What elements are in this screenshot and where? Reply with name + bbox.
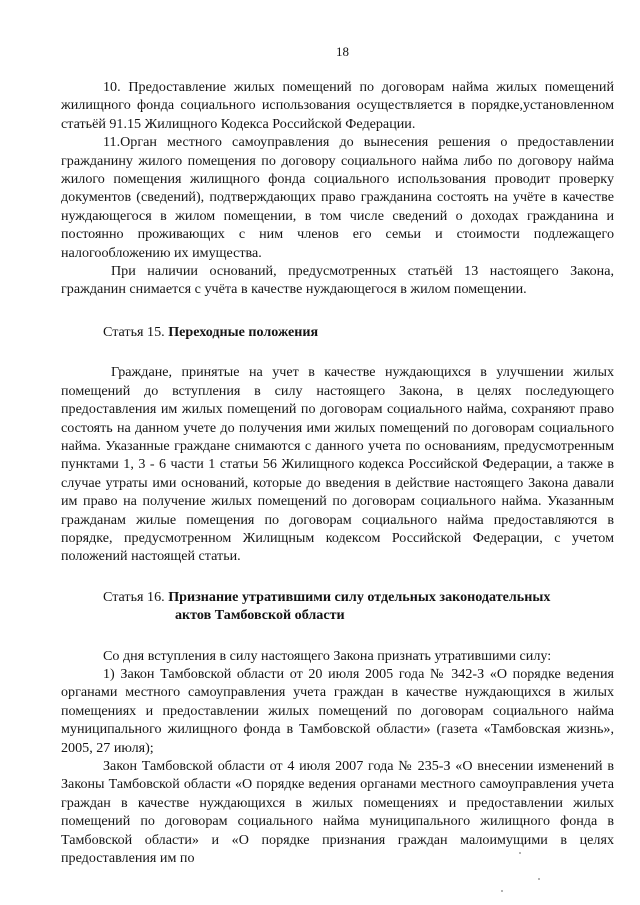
article-15-title: Переходные положения [168,323,319,340]
article-16-title-line1: Признание утратившими силу отдельных законодательных [168,588,551,605]
paragraph-11: 11.Орган местного самоуправления до вынесения решения о предоставлении гражданину жилого помещения по договору социального найма либо по договору найма жилого помещения жилищного фонда социального использования проводит проверку документов (сведений), подтверждающих право гражданина состоять на учёте в качестве нуждающегося в жилом помещении, в том числе сведений о доходах гражданина и постоянно проживающих с ним членов его семьи и стоимости подлежащего налогообложению их имущества. [61,134,614,261]
paragraph-10: 10. Предоставление жилых помещений по договорам найма жилых помещений жилищного фонда социального использования осуществляется в порядке,установленном статьёй 91.15 Жилищного Кодекса Российской Федерации. [61,79,614,132]
article-15-text: Граждане, принятые на учет в качестве нуждающихся в улучшении жилых помещений до вступления в силу настоящего Закона, в целях последующего предоставления им жилых помещений по договорам социального найма, сохраняют право состоять на данном учете до получения ими жилых помещений по договорам социального найма. Указанные граждане снимаются с данного учета по основаниям, предусмотренным пунктами 1, 3 - 6 части 1 статьи 56 Жилищного кодекса Российской Федерации, а также в случае утраты ими оснований, которые до введения в действие настоящего Закона давали им право на получение жилых помещений по договорам социального найма. Указанным гражданам жилые помещения по договорам социального найма предоставляются в порядке, предусмотренном Жилищным кодексом Российской Федерации, с учетом положений настоящей статьи. [61,364,614,565]
scan-speck [501,890,503,892]
article-16-title-line2: актов Тамбовской области [175,607,345,624]
article-15-label: Статья 15. [103,323,165,340]
paragraph-removal: При наличии оснований, предусмотренных статьёй 13 настоящего Закона, гражданин снимается с учёта в качестве нуждающегося в жилом помещении. [61,263,614,298]
scan-speck [538,878,540,880]
article-16-intro: Со дня вступления в силу настоящего Закона признать утратившими силу: [103,647,552,664]
article-16-heading [61,588,614,625]
article-16-item-1: 1) Закон Тамбовской области от 20 июля 2005 года № 342-З «О порядке ведения органами местного самоуправления учета граждан в качестве нуждающихся в жилых помещениях и предоставлении жилых помещений по договорам социального найма муниципального жилищного фонда в Тамбовской области» (газета «Тамбовская жизнь», 2005, 27 июля); [61,665,614,756]
article-15-heading [61,323,614,341]
page-number: 18 [336,44,349,59]
article-16-label: Статья 16. [103,588,165,605]
article-16-item-2: Закон Тамбовской области от 4 июля 2007 года № 235-З «О внесении изменений в Законы Тамбовской области «О порядке ведения органами местного самоуправления учета граждан в качестве нуждающихся в жилых помещениях и предоставлении жилых помещений по договорам социального найма муниципального жилищного фонда в Тамбовской области» и «О порядке признания граждан малоимущими в целях предоставления им по [61,758,614,867]
scan-speck [519,852,521,854]
